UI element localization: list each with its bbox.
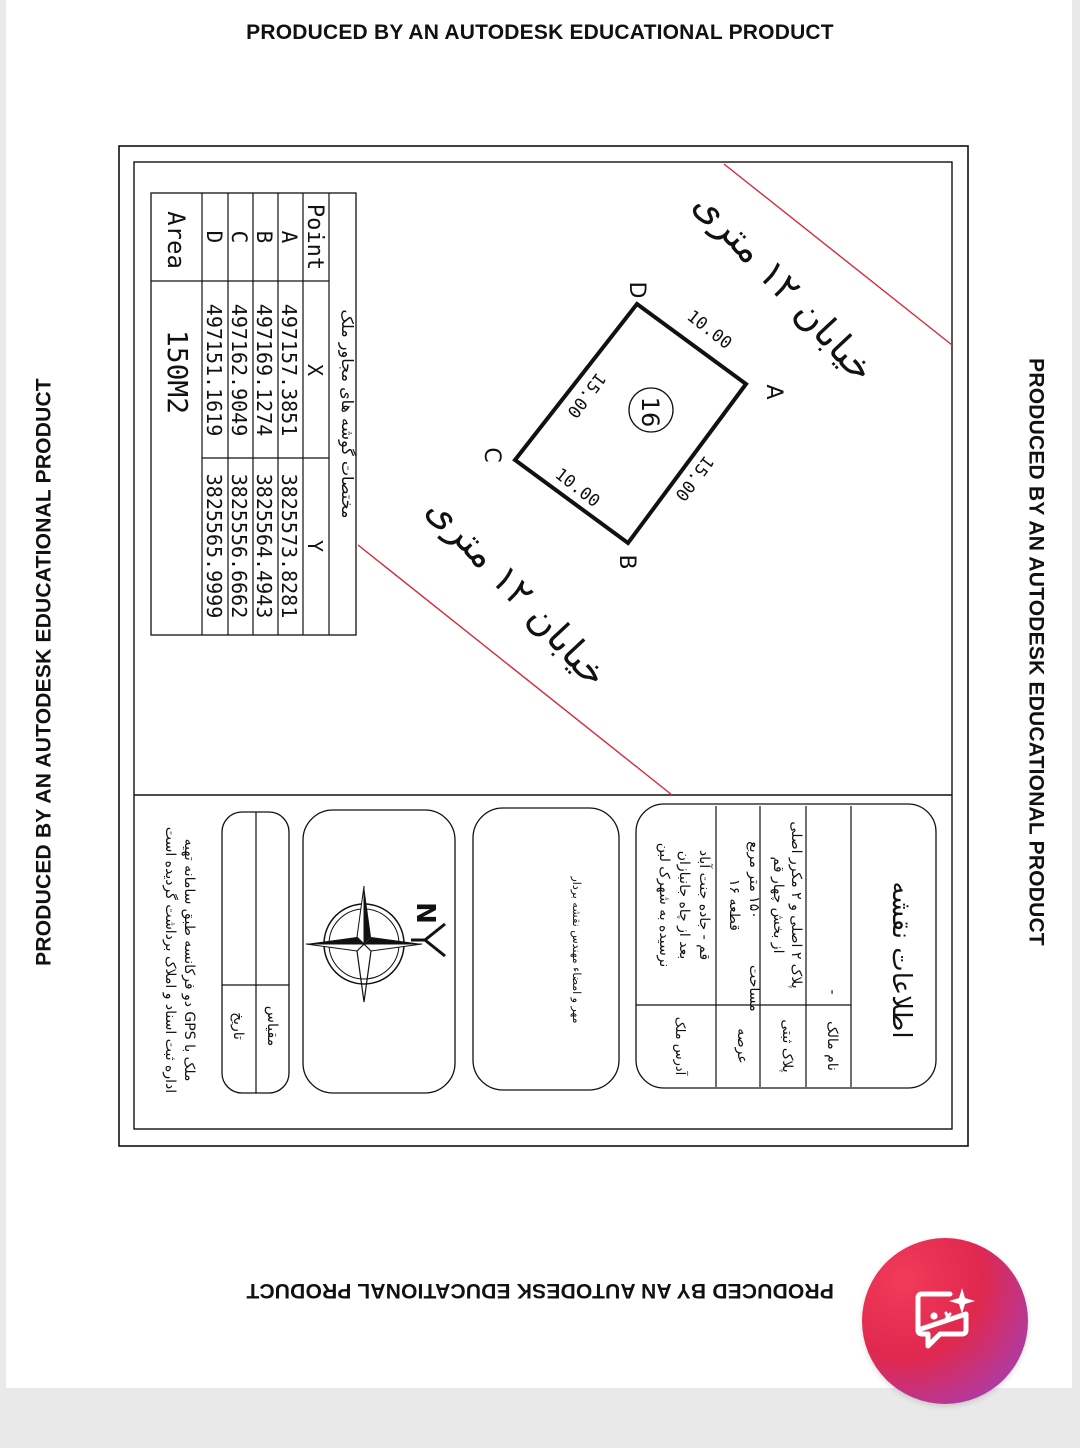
street-label-top: خیابان ۱۲ متری: [685, 181, 884, 391]
north-arrow-box: [303, 810, 455, 1093]
header-point: Point: [302, 203, 327, 271]
watermark-bottom: PRODUCED BY AN AUTODESK EDUCATIONAL PRODUCT: [246, 1279, 834, 1302]
scale-date-box: [222, 812, 289, 1093]
area-label: Area: [162, 211, 190, 269]
plaque-value-2: از بخش چهار قم: [770, 856, 786, 954]
owner-label: نام مالک: [824, 1021, 840, 1071]
note-line-2: اداره ثبت اسناد و املاک برداشت گردیده است: [162, 826, 178, 1094]
row-d-point: D: [202, 230, 226, 244]
plaque-value-1: پلاک ۲ اصلی و ۲ مکرر اصلی: [788, 821, 804, 989]
watermark-top: PRODUCED BY AN AUTODESK EDUCATIONAL PRODUCT: [246, 21, 834, 44]
street-label-bottom: خیابان ۱۲ متری: [418, 486, 617, 696]
row-a-x: 497157.3851: [277, 303, 301, 437]
north-arrow-icon: [411, 924, 445, 956]
owner-value: -: [824, 989, 840, 995]
address-line-3: نرسیده به شهرک لبن: [656, 842, 672, 968]
surveyor-stamp-box: [473, 808, 619, 1090]
note-line-1: ملک با GPS دو فرکانسه طبق سامانه تهیه: [181, 838, 197, 1082]
watermark-right: PRODUCED BY AN AUTODESK EDUCATIONAL PRODUCT: [1024, 358, 1048, 946]
row-a-y: 3825573.8281: [277, 473, 301, 619]
row-b-point: B: [252, 230, 276, 244]
row-c-y: 3825556.6662: [227, 473, 251, 619]
corner-a: A: [761, 384, 786, 400]
row-b-y: 3825564.4943: [252, 473, 276, 619]
coordinates-table: [151, 193, 357, 635]
ai-chat-button[interactable]: [862, 1238, 1028, 1404]
info-table: [636, 804, 936, 1088]
row-d-y: 3825565.9999: [202, 473, 226, 619]
corner-c: C: [479, 447, 504, 463]
table-title: مختصات گوشه های مجاور ملک: [338, 309, 357, 519]
area-info-value: ۱۵۰ متر مربع: [746, 841, 762, 919]
compass-rose-icon: [306, 886, 422, 1002]
header-x: X: [303, 363, 327, 377]
date-label: تاریخ: [230, 1012, 246, 1040]
plaque-label: پلاک ثبتی: [779, 1019, 795, 1073]
address-label: آدرس ملک: [672, 1016, 687, 1076]
area-value: 150M2: [161, 329, 194, 415]
address-line-1: قم - جاده جنت آباد: [696, 849, 712, 961]
header-y: Y: [303, 539, 327, 553]
row-a-point: A: [277, 230, 301, 244]
row-c-point: C: [227, 230, 251, 244]
dim-ab: 15.00: [670, 451, 718, 505]
lot-value: قطعه ۱۶: [726, 879, 742, 931]
north-label: N: [410, 902, 440, 924]
row-b-x: 497169.1274: [252, 303, 276, 437]
lot-label: عرصه: [734, 1028, 750, 1064]
row-c-x: 497162.9049: [227, 303, 251, 437]
surveyor-label: مهر و امضاء مهندس نقشه بردار: [570, 876, 583, 1024]
scale-label: مقیاس: [264, 1005, 280, 1047]
row-d-x: 497151.1619: [202, 303, 226, 437]
watermark-left: PRODUCED BY AN AUTODESK EDUCATIONAL PRODUCT: [32, 378, 56, 966]
dim-da: 10.00: [682, 306, 736, 354]
info-title: اطلاعات نقشه: [886, 881, 916, 1039]
area-info: مساحت: [746, 965, 762, 1012]
dim-cd: 15.00: [562, 368, 610, 422]
address-line-2: بعد از چاه جانبازان: [676, 850, 692, 960]
corner-b: B: [614, 554, 639, 570]
parcel-number: 16: [636, 396, 664, 428]
dim-bc: 10.00: [550, 464, 604, 512]
corner-d: D: [624, 281, 649, 299]
ai-chat-sparkle-icon: [910, 1284, 982, 1356]
